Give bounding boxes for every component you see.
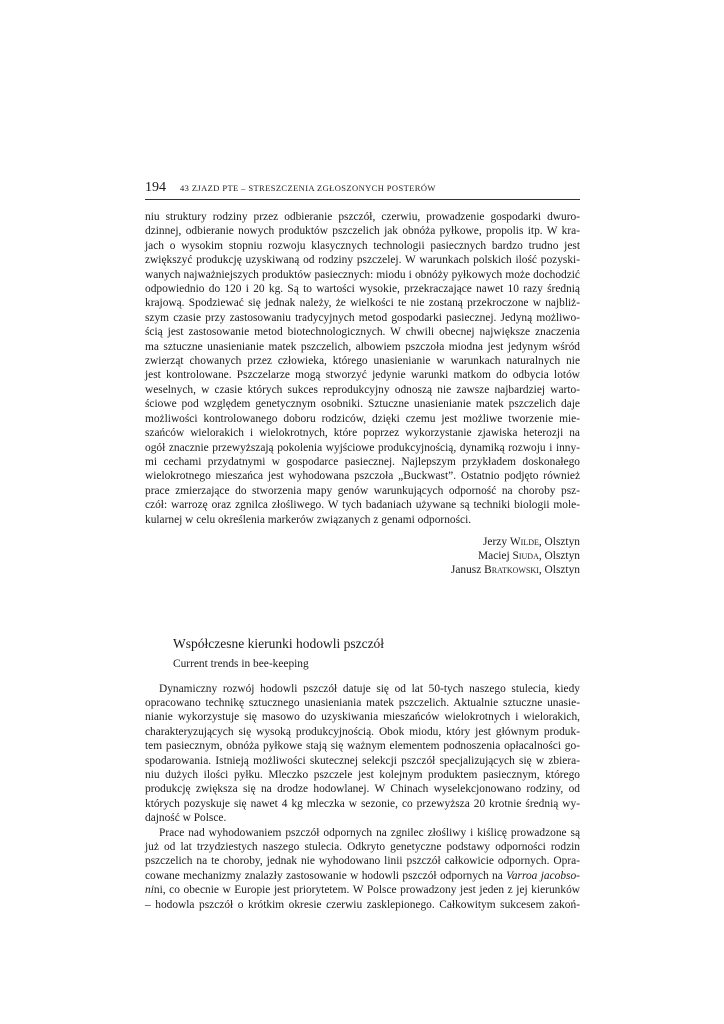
text-line: Dynamiczny rozwój hodowli pszczół datuje się od lat 50-tych naszego stulecia, kiedy bbox=[159, 682, 580, 695]
text-line: ściowe pod względem genetycznym osobniki. Sztuczne unasienianie matek pszczelich daje bbox=[145, 398, 580, 411]
author: Janusz Bratkowski, Olsztyn bbox=[450, 564, 580, 577]
text-line: opracowano technikę sztucznego unasieniania matek pszczelich. Aktualnie sztuczne unasie- bbox=[145, 696, 580, 709]
text-line: niu struktury rodziny przez odbieranie pszczół, czerwiu, prowadzenie gospodarki dwuro- bbox=[145, 211, 580, 223]
page-header bbox=[145, 180, 580, 200]
text-line: pszczelich na te choroby, jednak nie wyhodowano linii pszczół całkowicie odpornych. Opra- bbox=[145, 855, 580, 868]
text-line: dzinnej, odbieranie nowych produktów pszczelich jak obnóża pyłkowe, propolis itp. W kra- bbox=[145, 225, 580, 238]
article-subtitle: Current trends in bee-keeping bbox=[173, 657, 309, 670]
text-line: nini, co obecnie w Europie jest priorytetem. W Polsce prowadzony jest jeden z jej kierunków bbox=[145, 884, 580, 897]
author-surname: Wilde bbox=[509, 535, 539, 548]
text-line: krajową. Spodziewać się jednak należy, że wielkości te nie zostaną przekroczone w najbliż- bbox=[145, 297, 580, 310]
text-line: dajność w Polsce. bbox=[145, 812, 227, 825]
author-surname: Siuda bbox=[512, 550, 539, 563]
species-name: Varroa jacobso- bbox=[506, 869, 580, 882]
species-name: ni bbox=[145, 884, 154, 897]
text-line: spodarowania. Istnieją możliwości skutecznej selekcji pszczół specjalizujących się w zbiera- bbox=[145, 754, 580, 767]
author-list bbox=[145, 535, 580, 578]
author-surname: Bratkowski bbox=[484, 564, 539, 577]
text-line: prace zmierzające do stworzenia mapy genów warunkujących odporność na choroby psz- bbox=[145, 484, 580, 497]
text-line: weselnych, w czasie których sukces reprodukcyjny odnoszą nie zawsze najbardziej warto- bbox=[145, 383, 580, 396]
text-line: – hodowla pszczół o krótkim okresie czerwiu zasklepionego. Całkowitym sukcesem zakoń- bbox=[145, 898, 580, 911]
text-line: nianie wykorzystuje się masowo do uzyskiwania mieszańców wielokrotnych i wielorakich, bbox=[145, 711, 580, 724]
text-line: Prace nad wyhodowaniem pszczół odpornych na zgnilec złośliwy i kiślicę prowadzone są bbox=[159, 826, 580, 839]
text-line: cowane mechanizmy znalazły zastosowanie w hodowli pszczół odpornych na Varroa jacobso- bbox=[145, 869, 580, 882]
text-line: charakteryzujących się wysoką produkcyjnością. Obok miodu, który jest głównym produk- bbox=[145, 725, 580, 738]
running-title: 43 ZJAZD PTE – STRESZCZENIA ZGŁOSZONYCH POSTERÓW bbox=[180, 183, 436, 193]
text-line: ogół znacznie przewyższają pokolenia wyjściowe produkcyjnością, dynamiką rozwoju i inny- bbox=[145, 441, 580, 454]
article-title: Współczesne kierunki hodowli pszczół bbox=[173, 635, 385, 651]
text-line: tem pasiecznym, obnóża pyłkowe stają się ważnym elementem podnoszenia opłacalności go- bbox=[145, 740, 580, 753]
text-line: produkcję zwiększa się na drodze hodowlanej. W Chinach wyselekcjonowano rodziny, od bbox=[145, 783, 580, 796]
article-paragraph-2 bbox=[145, 826, 580, 912]
article-paragraph-1 bbox=[145, 682, 580, 826]
text-line: wanych najważniejszych produktów pasiecznych: miodu i obnóży pyłkowych może dochodzić bbox=[145, 268, 580, 281]
text-line: ma sztuczne unasienianie matek pszczelich, albowiem pszczoła miodna jest jedynym wśród bbox=[145, 340, 580, 353]
text-line: niu dużych ilości pyłku. Mleczko pszczele jest kolejnym produktem pasiecznym, którego bbox=[145, 768, 580, 781]
text-line: zwiększyć produkcję uzyskiwaną od rodziny pszczelej. W warunkach polskich ilość pozyski- bbox=[145, 254, 580, 267]
text-line: możliwości kontrolowanego doboru rodziców, dzięki czemu jest możliwe tworzenie mie- bbox=[145, 412, 580, 425]
text-line: czół: warrozę oraz zgnilca złośliwego. W tych badaniach używane są techniki biologii mole- bbox=[145, 499, 580, 512]
author: Jerzy Wilde, Olsztyn bbox=[482, 535, 580, 548]
text-line: zwierząt chowanych przez człowieka, którego unasienianie w warunkach naturalnych nie bbox=[145, 355, 580, 368]
abstract-continuation-paragraph bbox=[145, 210, 580, 527]
text-line: ścią jest zastosowanie metod biotechnologicznych. W chwili obecnej największe znaczenia bbox=[145, 326, 580, 339]
text-line: których pozyskuje się nawet 4 kg mleczka w sezonie, co przewyższa 20 krotnie średnią wy- bbox=[145, 797, 580, 810]
text-line: kularnej w celu określenia markerów związanych z genami odporności. bbox=[145, 513, 472, 526]
text-line: mi cechami przydatnymi w gospodarce pasiecznej. Najlepszym przykładem doskonałego bbox=[145, 455, 580, 468]
text-line: jach o wysokim stopniu rozwoju klasycznych technologii pasiecznych bardzo trudno jest bbox=[145, 239, 580, 252]
text-line: szym czasie przy zastosowaniu tradycyjnych metod gospodarki pasiecznej. Jedyną możliwo- bbox=[145, 311, 580, 324]
author: Maciej Siuda, Olsztyn bbox=[478, 550, 580, 563]
text-line: szańców wielorakich i wielokrotnych, które poprzez wykorzystanie zjawiska heterozji na bbox=[145, 427, 580, 440]
text-line: wielokrotnego mieszańca jest wyhodowana pszczoła „Buckwast”. Ostatnio podjęto również bbox=[145, 470, 580, 483]
text-line: odpowiednio do 120 i 20 kg. Są to wartości wysokie, przekraczające nawet 10 razy średnią bbox=[145, 283, 580, 296]
text-line: już od lat trzydziestych naszego stulecia. Odkryto genetyczne podstawy odporności rodzin bbox=[145, 841, 580, 854]
document-page bbox=[145, 180, 580, 912]
text-line: jest kontrolowane. Pszczelarze mogą stworzyć jedynie warunki matkom do odbycia lotów bbox=[145, 369, 580, 382]
page-number: 194 bbox=[145, 180, 166, 195]
